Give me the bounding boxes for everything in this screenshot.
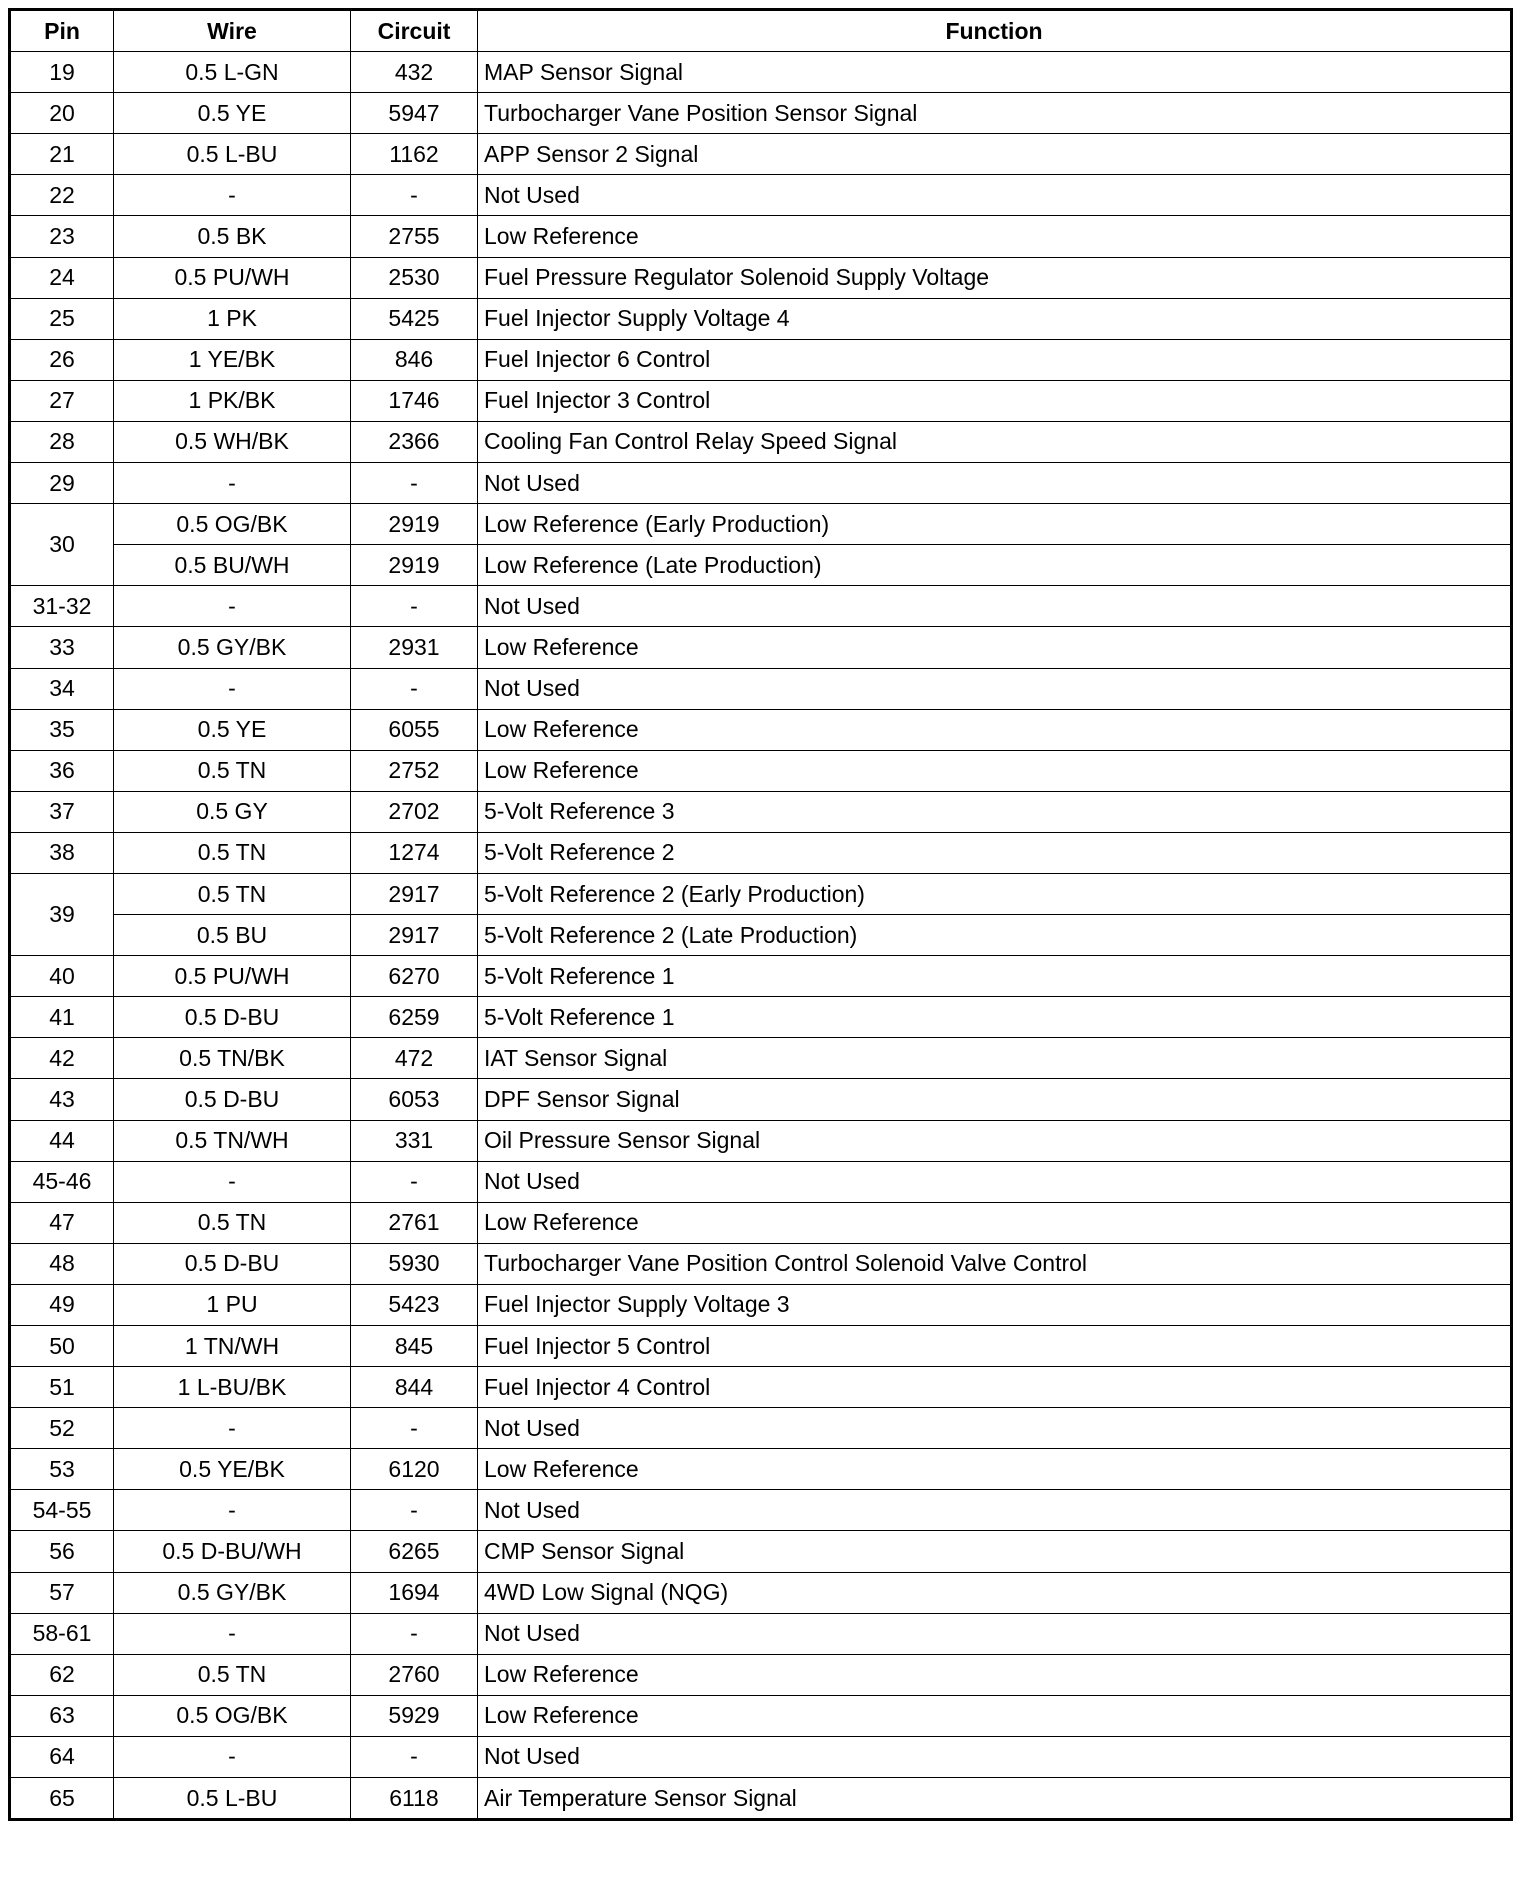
function-cell: Fuel Injector Supply Voltage 3: [478, 1284, 1512, 1325]
wire-cell: 0.5 GY/BK: [114, 1572, 351, 1613]
function-cell: Not Used: [478, 175, 1512, 216]
pin-cell: 38: [10, 832, 114, 873]
pin-cell: 20: [10, 93, 114, 134]
table-row: [10, 1243, 1512, 1284]
function-cell: 5-Volt Reference 2: [478, 832, 1512, 873]
pin-cell: 58-61: [10, 1613, 114, 1654]
table-row: [10, 93, 1512, 134]
wire-cell: 1 YE/BK: [114, 339, 351, 380]
wire-cell: 0.5 D-BU/WH: [114, 1531, 351, 1572]
function-cell: Low Reference (Late Production): [478, 545, 1512, 586]
table-row: [10, 1736, 1512, 1777]
wire-cell: 0.5 TN: [114, 1202, 351, 1243]
circuit-cell: 1746: [351, 380, 478, 421]
circuit-cell: -: [351, 175, 478, 216]
pin-cell: 21: [10, 134, 114, 175]
function-cell: Fuel Injector 3 Control: [478, 380, 1512, 421]
table-row: [10, 1490, 1512, 1531]
function-cell: IAT Sensor Signal: [478, 1038, 1512, 1079]
wire-cell: 0.5 YE: [114, 93, 351, 134]
function-cell: Low Reference: [478, 709, 1512, 750]
wire-cell: 0.5 PU/WH: [114, 956, 351, 997]
pin-cell: 24: [10, 257, 114, 298]
table-row: [10, 1654, 1512, 1695]
circuit-cell: 6053: [351, 1079, 478, 1120]
table-row: [10, 1449, 1512, 1490]
pin-cell: 31-32: [10, 586, 114, 627]
wire-cell: 0.5 L-GN: [114, 52, 351, 93]
wire-cell: 0.5 YE: [114, 709, 351, 750]
circuit-cell: 6265: [351, 1531, 478, 1572]
circuit-cell: 2702: [351, 791, 478, 832]
function-cell: Turbocharger Vane Position Control Solenoid Valve Control: [478, 1243, 1512, 1284]
pin-cell: 33: [10, 627, 114, 668]
table-row: [10, 1572, 1512, 1613]
table-row: [10, 1408, 1512, 1449]
wire-cell: 0.5 OG/BK: [114, 1695, 351, 1736]
wire-cell: -: [114, 463, 351, 504]
function-cell: APP Sensor 2 Signal: [478, 134, 1512, 175]
wire-cell: 0.5 WH/BK: [114, 421, 351, 462]
table-row: [10, 1531, 1512, 1572]
circuit-cell: 2755: [351, 216, 478, 257]
pin-cell: 52: [10, 1408, 114, 1449]
wire-cell: -: [114, 175, 351, 216]
circuit-cell: -: [351, 1408, 478, 1449]
pin-cell: 41: [10, 997, 114, 1038]
table-row: [10, 1613, 1512, 1654]
circuit-cell: -: [351, 1490, 478, 1531]
circuit-cell: 2931: [351, 627, 478, 668]
table-row: [10, 463, 1512, 504]
header-pin: Pin: [10, 10, 114, 52]
wire-cell: 0.5 TN/WH: [114, 1120, 351, 1161]
function-cell: Turbocharger Vane Position Sensor Signal: [478, 93, 1512, 134]
wire-cell: 0.5 BU: [114, 915, 351, 956]
table-row: [10, 504, 1512, 545]
pin-cell: 39: [10, 873, 114, 955]
function-cell: Low Reference: [478, 1654, 1512, 1695]
wire-cell: 0.5 GY/BK: [114, 627, 351, 668]
pin-cell: 47: [10, 1202, 114, 1243]
table-row: [10, 1079, 1512, 1120]
table-row: [10, 421, 1512, 462]
header-circuit: Circuit: [351, 10, 478, 52]
pin-cell: 51: [10, 1367, 114, 1408]
table-row: [10, 1326, 1512, 1367]
circuit-cell: 5929: [351, 1695, 478, 1736]
function-cell: Low Reference: [478, 1449, 1512, 1490]
function-cell: Not Used: [478, 463, 1512, 504]
circuit-cell: 5930: [351, 1243, 478, 1284]
header-function: Function: [478, 10, 1512, 52]
function-cell: Not Used: [478, 1490, 1512, 1531]
pin-cell: 19: [10, 52, 114, 93]
table-row: [10, 216, 1512, 257]
circuit-cell: 2917: [351, 873, 478, 914]
pin-cell: 50: [10, 1326, 114, 1367]
wire-cell: 1 L-BU/BK: [114, 1367, 351, 1408]
table-row: [10, 627, 1512, 668]
function-cell: Fuel Pressure Regulator Solenoid Supply Voltage: [478, 257, 1512, 298]
wire-cell: 1 PU: [114, 1284, 351, 1325]
table-row: [10, 380, 1512, 421]
table-row: [10, 791, 1512, 832]
wire-cell: 1 TN/WH: [114, 1326, 351, 1367]
pin-cell: 30: [10, 504, 114, 586]
wire-cell: -: [114, 1161, 351, 1202]
circuit-cell: 2761: [351, 1202, 478, 1243]
circuit-cell: 6270: [351, 956, 478, 997]
pin-cell: 36: [10, 750, 114, 791]
function-cell: Low Reference: [478, 1695, 1512, 1736]
pin-cell: 29: [10, 463, 114, 504]
function-cell: 4WD Low Signal (NQG): [478, 1572, 1512, 1613]
function-cell: Fuel Injector Supply Voltage 4: [478, 298, 1512, 339]
function-cell: Not Used: [478, 1613, 1512, 1654]
circuit-cell: 5947: [351, 93, 478, 134]
table-row: [10, 1367, 1512, 1408]
circuit-cell: 2366: [351, 421, 478, 462]
circuit-cell: -: [351, 463, 478, 504]
function-cell: Low Reference: [478, 627, 1512, 668]
table-row: [10, 1778, 1512, 1820]
function-cell: 5-Volt Reference 2 (Late Production): [478, 915, 1512, 956]
circuit-cell: 2752: [351, 750, 478, 791]
function-cell: Fuel Injector 5 Control: [478, 1326, 1512, 1367]
table-header: [10, 10, 1512, 52]
pin-cell: 34: [10, 668, 114, 709]
wire-cell: 0.5 D-BU: [114, 997, 351, 1038]
function-cell: Cooling Fan Control Relay Speed Signal: [478, 421, 1512, 462]
pin-cell: 64: [10, 1736, 114, 1777]
pin-cell: 26: [10, 339, 114, 380]
circuit-cell: -: [351, 1736, 478, 1777]
wire-cell: -: [114, 1613, 351, 1654]
function-cell: Low Reference: [478, 750, 1512, 791]
wire-cell: 0.5 L-BU: [114, 134, 351, 175]
pin-cell: 45-46: [10, 1161, 114, 1202]
pin-cell: 65: [10, 1778, 114, 1820]
function-cell: Oil Pressure Sensor Signal: [478, 1120, 1512, 1161]
wire-cell: -: [114, 1408, 351, 1449]
function-cell: Not Used: [478, 1736, 1512, 1777]
pin-cell: 63: [10, 1695, 114, 1736]
table-row: [10, 545, 1512, 586]
function-cell: Low Reference: [478, 216, 1512, 257]
wire-cell: 0.5 TN: [114, 832, 351, 873]
function-cell: Not Used: [478, 668, 1512, 709]
wire-cell: 1 PK/BK: [114, 380, 351, 421]
circuit-cell: 331: [351, 1120, 478, 1161]
pin-cell: 22: [10, 175, 114, 216]
table-row: [10, 586, 1512, 627]
wire-cell: 0.5 YE/BK: [114, 1449, 351, 1490]
function-cell: MAP Sensor Signal: [478, 52, 1512, 93]
table-row: [10, 1120, 1512, 1161]
wire-cell: 0.5 BK: [114, 216, 351, 257]
function-cell: Air Temperature Sensor Signal: [478, 1778, 1512, 1820]
circuit-cell: -: [351, 668, 478, 709]
pin-cell: 25: [10, 298, 114, 339]
table-row: [10, 1161, 1512, 1202]
table-row: [10, 1202, 1512, 1243]
pin-cell: 35: [10, 709, 114, 750]
table-row: [10, 1284, 1512, 1325]
table-row: [10, 709, 1512, 750]
wire-cell: 0.5 PU/WH: [114, 257, 351, 298]
wire-cell: -: [114, 1736, 351, 1777]
circuit-cell: -: [351, 586, 478, 627]
pin-cell: 40: [10, 956, 114, 997]
circuit-cell: 2917: [351, 915, 478, 956]
circuit-cell: 6055: [351, 709, 478, 750]
function-cell: Fuel Injector 4 Control: [478, 1367, 1512, 1408]
circuit-cell: 1274: [351, 832, 478, 873]
circuit-cell: 432: [351, 52, 478, 93]
function-cell: Not Used: [478, 586, 1512, 627]
table-row: [10, 956, 1512, 997]
pin-cell: 57: [10, 1572, 114, 1613]
pin-cell: 37: [10, 791, 114, 832]
function-cell: 5-Volt Reference 1: [478, 997, 1512, 1038]
wire-cell: 0.5 L-BU: [114, 1778, 351, 1820]
table-row: [10, 339, 1512, 380]
circuit-cell: 2919: [351, 504, 478, 545]
pin-cell: 49: [10, 1284, 114, 1325]
circuit-cell: 1162: [351, 134, 478, 175]
circuit-cell: 6118: [351, 1778, 478, 1820]
table-row: [10, 915, 1512, 956]
wire-cell: 0.5 OG/BK: [114, 504, 351, 545]
function-cell: 5-Volt Reference 3: [478, 791, 1512, 832]
pin-cell: 28: [10, 421, 114, 462]
table-row: [10, 1695, 1512, 1736]
wire-cell: 0.5 D-BU: [114, 1079, 351, 1120]
header-wire: Wire: [114, 10, 351, 52]
connector-pinout-table: [8, 8, 1513, 1821]
wire-cell: 0.5 TN: [114, 873, 351, 914]
wire-cell: 0.5 TN/BK: [114, 1038, 351, 1079]
function-cell: 5-Volt Reference 2 (Early Production): [478, 873, 1512, 914]
function-cell: Fuel Injector 6 Control: [478, 339, 1512, 380]
wire-cell: 1 PK: [114, 298, 351, 339]
circuit-cell: -: [351, 1613, 478, 1654]
function-cell: Low Reference (Early Production): [478, 504, 1512, 545]
wire-cell: 0.5 D-BU: [114, 1243, 351, 1284]
table-row: [10, 52, 1512, 93]
wire-cell: 0.5 TN: [114, 1654, 351, 1695]
circuit-cell: 846: [351, 339, 478, 380]
circuit-cell: 2760: [351, 1654, 478, 1695]
wire-cell: 0.5 GY: [114, 791, 351, 832]
table-row: [10, 873, 1512, 914]
wire-cell: 0.5 TN: [114, 750, 351, 791]
pin-cell: 42: [10, 1038, 114, 1079]
circuit-cell: 5423: [351, 1284, 478, 1325]
circuit-cell: 6259: [351, 997, 478, 1038]
circuit-cell: 472: [351, 1038, 478, 1079]
circuit-cell: 1694: [351, 1572, 478, 1613]
table-row: [10, 257, 1512, 298]
table-row: [10, 668, 1512, 709]
function-cell: CMP Sensor Signal: [478, 1531, 1512, 1572]
pin-cell: 48: [10, 1243, 114, 1284]
table-row: [10, 750, 1512, 791]
pin-cell: 43: [10, 1079, 114, 1120]
wire-cell: 0.5 BU/WH: [114, 545, 351, 586]
wire-cell: -: [114, 586, 351, 627]
function-cell: Not Used: [478, 1161, 1512, 1202]
function-cell: Low Reference: [478, 1202, 1512, 1243]
table-row: [10, 175, 1512, 216]
circuit-cell: 5425: [351, 298, 478, 339]
function-cell: DPF Sensor Signal: [478, 1079, 1512, 1120]
table-body: [10, 52, 1512, 1820]
circuit-cell: -: [351, 1161, 478, 1202]
table-row: [10, 298, 1512, 339]
circuit-cell: 6120: [351, 1449, 478, 1490]
wire-cell: -: [114, 1490, 351, 1531]
pin-cell: 54-55: [10, 1490, 114, 1531]
pin-cell: 27: [10, 380, 114, 421]
pin-cell: 53: [10, 1449, 114, 1490]
table-row: [10, 832, 1512, 873]
pin-cell: 44: [10, 1120, 114, 1161]
header-row: [10, 10, 1512, 52]
table-row: [10, 1038, 1512, 1079]
wire-cell: -: [114, 668, 351, 709]
function-cell: 5-Volt Reference 1: [478, 956, 1512, 997]
circuit-cell: 2530: [351, 257, 478, 298]
table-row: [10, 997, 1512, 1038]
function-cell: Not Used: [478, 1408, 1512, 1449]
pin-cell: 23: [10, 216, 114, 257]
pin-cell: 56: [10, 1531, 114, 1572]
circuit-cell: 844: [351, 1367, 478, 1408]
circuit-cell: 2919: [351, 545, 478, 586]
table-row: [10, 134, 1512, 175]
circuit-cell: 845: [351, 1326, 478, 1367]
pin-cell: 62: [10, 1654, 114, 1695]
